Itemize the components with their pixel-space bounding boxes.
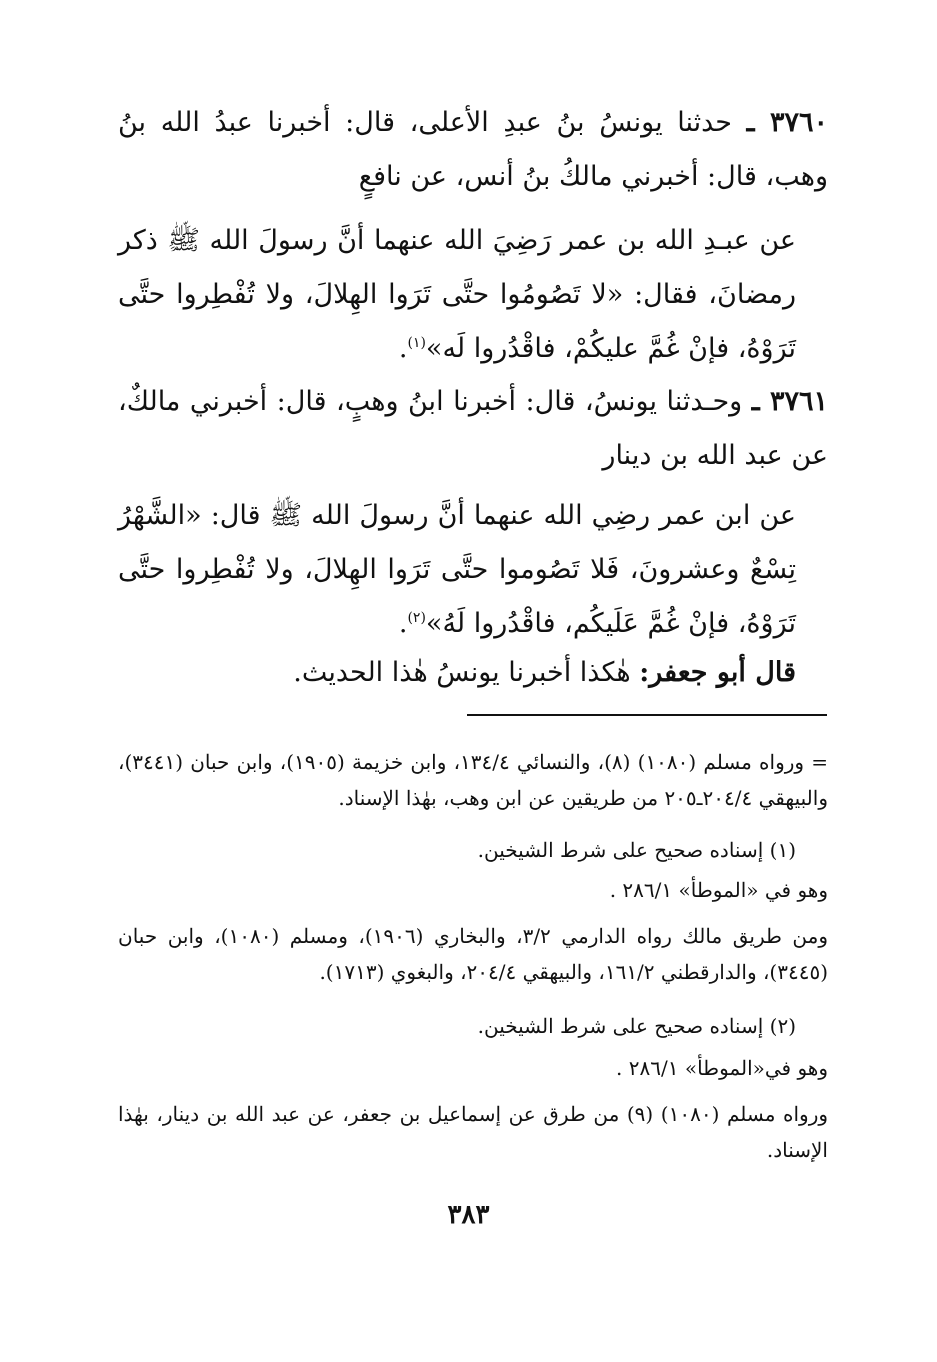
isnad-text: وحـدثنا يونسُ، قال: أخبرنا ابنُ وهبٍ، قال: أخبرني مالكٌ، عن عبد الله بن دينار xyxy=(118,386,828,471)
closing-remark xyxy=(118,646,828,700)
footnote-1-sources: ومن طريق مالك رواه الدارمي ٣/٢، والبخاري (١٩٠٦)، ومسلم (١٠٨٠)، وابن حبان (٣٤٤٥)، والدارقطني ١٦١/٢، والبيهقي ٢٠٤/٤، والبغوي (١٧١٣). xyxy=(118,924,829,984)
footnote-divider xyxy=(467,714,827,716)
footnote-2: (٢) إسناده صحيح على شرط الشيخين. xyxy=(477,1014,796,1038)
footnote-1-muwatta: وهو في «الموطأ» ٢٨٦/١ . xyxy=(609,878,828,902)
matn-end: . xyxy=(398,608,408,639)
footnote-continuation: = ورواه مسلم (١٠٨٠) (٨)، والنسائي ١٣٤/٤، وابن خزيمة (١٩٠٥)، وابن حبان (٣٤٤١)، والبيهقي ٢٠٤/٤ـ٢٠٥ من طريقين عن ابن وهب، بهٰذا الإسناد. xyxy=(118,750,828,810)
footnote-marker: (٢) xyxy=(407,610,426,626)
speaker: قال أبو جعفر: xyxy=(639,657,796,688)
page-number: ٣٨٣ xyxy=(447,1200,490,1230)
hadith-3760-matn xyxy=(118,214,828,376)
footnote-2-sources: ورواه مسلم (١٠٨٠) (٩) من طرق عن إسماعيل بن جعفر، عن عبد الله بن دينار، بهٰذا الإسناد. xyxy=(118,1102,829,1162)
matn-text: عن عبـدِ الله بن عمر رَضِيَ الله عنهما أنَّ رسولَ الله ﷺ ذكر رمضانَ، فقال: «لا تَصُومُوا حتَّى تَرَوا الهِلالَ، ولا تُفْطِروا حتَّى تَرَوْهُ، فإنْ غُمَّ عليكُمْ، فاقْدُروا لَه» xyxy=(118,225,796,364)
hadith-3761-matn xyxy=(118,489,828,651)
matn-end: . xyxy=(398,333,408,364)
footnote-2-muwatta: وهو في«الموطأ» ٢٨٦/١ . xyxy=(616,1056,828,1080)
remark-text: هٰكذا أخبرنا يونسُ هٰذا الحديث. xyxy=(293,657,631,688)
matn-text: عن ابن عمر رضِي الله عنهما أنَّ رسولَ الله ﷺ قال: «الشَّهْرُ تِسْعٌ وعشرونَ، فَلا تَصُوموا حتَّى تَرَوا الهِلالَ، ولا تُفْطِروا حتَّى تَرَوْهُ، فإنْ غُمَّ عَلَيكُم، فاقْدُروا لَهُ» xyxy=(118,500,796,639)
footnote-1: (١) إسناده صحيح على شرط الشيخين. xyxy=(477,838,796,862)
hadith-number: ٣٧٦١ ـ xyxy=(751,386,828,417)
isnad-text: حدثنا يونسُ بنُ عبدِ الأعلى، قال: أخبرنا عبدُ الله بنُ وهب، قال: أخبرني مالكُ بنُ أنس، عن نافعٍ xyxy=(118,107,828,192)
hadith-number: ٣٧٦٠ ـ xyxy=(746,107,829,138)
hadith-3761-isnad xyxy=(118,375,828,483)
footnote-marker: (١) xyxy=(407,335,426,351)
hadith-3760-isnad xyxy=(118,96,828,204)
